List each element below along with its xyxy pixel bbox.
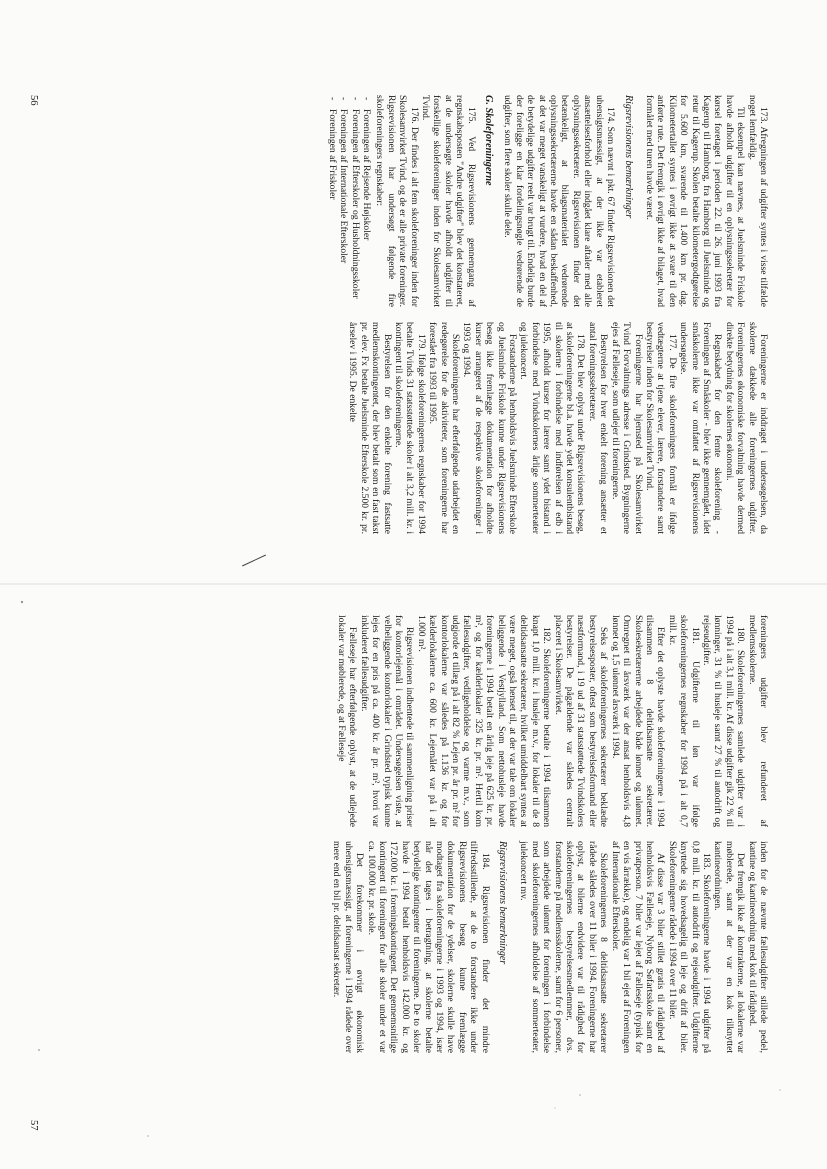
bullet-list [326, 95, 372, 307]
paragraph: 178. Det blev oplyst under Rigsrevisionens besøg, at skoleforeningerne bl.a. havde ydet konsulentbistand til skolerne i forbindelse med indførelsen af edb i 1995, afholdt kurser for lærere samt ydet bistand i forbindelse med Tvindskolernes årlige sommerteater og julekoncert. [518, 322, 587, 534]
paragraph: 174. Som nævnt i pkt. 67 finder Rigsrevisionen det uhensigtsmæssigt, at der ikke var etableret ansættelsesforhold eller indgået klare aftaler med alle oplysningssekretærer. Rigsrevisionen finder det betænkeligt, at bilagsmaterialet vedrørende oplysningssekretærerne havde en sådan beskaffenhed, at det var meget vanskeligt at vurdere, hvad en del af de betydelige udgifter reelt var brugt til. Endelig burde der foreligge en klar fordelingsnøgle vedrørende de udgifter, som flere skoler skulle dele. [502, 95, 617, 307]
right-page-column-2 [331, 841, 769, 1053]
paragraph: Skoleforeningernes 8 deltidsansatte sekretærer rådede således over 11 biler i 1994. Foreningerne har oplyst, at bilerne endvidere var til rådighed for skoleforeningernes bestyrelsesmedlemmer, dvs. forstanderne på medlemsskolerne, samt for 6 personer, som arbejdede ulønnet for foreningen i forbindelse med skoleforeningernes afholdelse af sommerteater, julekoncert mv. [518, 841, 610, 1053]
section-heading: Rigsrevisionens bemærkninger [622, 95, 634, 219]
paragraph: 177. De fire skoleforeningers formål er ifølge vedtægterne at tjene elever, lærere, forstandere samt bestyrelser inden for Skolesamvirket Tvind. [643, 322, 678, 534]
paragraph: 181. Udgifterne til løn var ifølge skoleforeningernes regnskaber for 1994 på i alt 0,7 mill. kr. [666, 615, 701, 827]
paragraph: Rigsrevisionen indhentede til sammenligning priser for kontorlejemål i området. Undersøgelsen viste, at velbeliggende kontorlokaler i Grindsted typisk kunne lejes for en pris på ca. 400 kr. år pr. m², hvori var inkluderet fællesudgifter. [358, 615, 416, 827]
section-heading: G. Skoleforeningerne [483, 95, 495, 186]
paragraph: Fælleseje har efterfølgende oplyst, at de udlejede lokaler var møblerede, og at Fælleseje [335, 615, 359, 827]
page-number-left: 56 [28, 95, 39, 106]
list-item: - Foreningen af Efterskoler og Husholdningsskoler [349, 95, 360, 307]
paragraph: foreningers udgifter blev refunderet af medlemsskolerne. [746, 615, 769, 827]
list-item: - Foreningen af Internationale Efterskoler [338, 95, 349, 307]
paragraph: inden for de nævnte fællesudgifter stillede pedel, kantine og kantineordning med kok til rådighed. [746, 841, 769, 1053]
left-page [0, 0, 827, 584]
paragraph: Foreningerne har hjemsted på Skolesamvirket Tvind Forvaltnings adresse i Grindsted. Bygningerne ejes af Fælleseje, som udlejer til foreningerne. [609, 322, 644, 534]
paragraph: Til eksempel kan nævnes, at Juelsminde Friskole havde afholdt udgifter til en oplysningssekretær for kørsel foretaget i perioden 22. til 26. juni 1993 fra Kagerup til Hamborg, fra Hamborg til Juelsminde og retur til Kagerup. Skolen betalte kilometergodtgørelse for 5.600 km, svarende til 1.400 km pr. dag. Kilometertallet syntes i øvrigt ikke at svare til den anførte rute. Det fremgik i øvrigt ikke af bilaget, hvad formålet med turen havde været. [643, 95, 747, 307]
left-page-column-2 [347, 322, 769, 534]
paragraph: 183. Skoleforeningerne havde i 1994 udgifter på 0,8 mill. kr. til autodrift og rejseudgifter. Udgifterne knyttede sig hovedsagelig til leje og drift af biler. Skoleforeningerne rådede i 1994 over 11 biler. [666, 841, 712, 1053]
right-page [0, 585, 827, 1169]
page-number-right: 57 [28, 1120, 39, 1131]
left-page-column-1 [326, 95, 769, 307]
paragraph: 184. Rigsrevisionen finder det mindre tilfredsstillende, at de to forstandere ikke under Rigsrevisionens besøg kunne fremlægge dokumentation for de ydelser, skolerne skulle have modtaget fra skoleforeningerne i 1993 og 1994, især når det tages i betragtning, at skolerne betalte betydelige kontingenter til foreningerne. De to skoler havde i 1994 betalt henholdsvis 142.000 kr. og 172.000 kr. i foreningskontingent. Det gennemsnitlige kontingent til foreningen for alle skoler under et var ca. 100.000 kr. pr. skole. [365, 841, 491, 1053]
paragraph: Seks af skoleforeningernes sekretærer beklædte bestyrelsesposter, oftest som bestyrelsesformand eller næstformand, i 19 ud af 31 statsstøttede Tvindskolers bestyrelser. De pågældende var således centralt placeret i Skolesamvirket. [552, 615, 610, 827]
paragraph: Det forekommer i øvrigt økonomisk uhensigtsmæssigt, at foreningerne i 1994 rådede over mere end en bil pr. deltidsansat sekretær. [331, 841, 366, 1053]
paragraph: 173. Afregningen af udgifter syntes i visse tilfælde noget lemfældig. [746, 95, 769, 307]
paragraph: Forstanderne på henholdsvis Juelsminde Efterskole og Juelsminde Friskole kunne under Rigsrevisionens besøg ikke fremlægge dokumentation for afholdte kurser arrangeret af de respektive skoleforeninger i 1993 og 1994. [461, 322, 519, 534]
paragraph: Bestyrelsen for den enkelte forening fastsatte medlemskontingentet, der blev betalt som en fast takst pr. elev. Fx betalte Juelsminde Efterskole 2.500 kr. pr. årselev i 1995. De enkelte [347, 322, 393, 534]
paragraph: 175. Ved Rigsrevisionens gennemgang af regnskabsposten "Andre udgifter" blev det konstateret, at de undersøgte skoler havde afholdt udgifter til forskellige skoleforeninger inden for Skolesamvirket Tvind. [420, 95, 477, 307]
paragraph: Bestyrelsen for hver enkelt forening ansætter et antal foreningssekretærer. [586, 322, 610, 534]
paragraph: 179. Ifølge skoleforeningernes regnskaber for 1994 betalte Tvinds 31 statsstøttede skoler i alt 3,2 mill. kr. i kontingent til skoleforeningerne. [393, 322, 427, 534]
paragraph: 180. Skoleforeningernes samlede udgifter var i 1994 på i alt 3,1 mill. kr. Af disse udgifter gik 22 % til lønninger, 31 % til husleje samt 27 % til autodrift og rejseudgifter. [700, 615, 747, 827]
right-page-column-1 [336, 615, 769, 827]
list-item: - Foreningen af Friskoler [326, 95, 337, 307]
section-heading: Rigsrevisionens bemærkninger [497, 841, 509, 965]
paragraph: Foreningerne er inddraget i undersøgelsen, da skolerne dækkede alle foreningernes udgifter. Foreningernes økonomiske forvaltning havde dermed direkte betydning for skolernes økonomi. [723, 322, 769, 534]
paragraph: 176. Der findes i alt fem skoleforeninger inden for Skolesamvirket Tvind, og de er alle private foreninger. Rigsrevisionen har undersøgt følgende fire skoleforeningers regnskaber: [374, 95, 420, 307]
paragraph: Det fremgik ikke af kontrakterne, at lokalerne var møblerede, samt at der var en kok tilknyttet kantineordningen. [712, 841, 747, 1053]
paragraph: Skoleforeningerne har efterfølgende udarbejdet en redegørelse for de aktiviteter, som foreningerne har forestået fra 1993 til 1995. [427, 322, 462, 534]
paragraph: Regnskabet for den femte skoleforening - Foreningen af Småskoler - blev ikke gennemgået, idet småskolerne ikke var omfattet af Rigsrevisionens undersøgelse. [678, 322, 724, 534]
paragraph: Af disse var 3 biler stillet gratis til rådighed af henholdsvis Fælleseje, Nyborg Søfartsskole samt en privatperson. 7 biler var lejet af Fælleseje (typisk for en vis årrække), og endelig var 1 bil ejet af Foreningen af Internationale Efterskoler. [609, 841, 667, 1053]
list-item: - Foreningen af Rejsende Højskoler [361, 95, 372, 307]
paragraph: 182. Skoleforeningerne betalte i 1994 tilsammen knapt 1,0 mill. kr. i husleje m.v., for lokaler til de 8 deltidsansatte sekretærer, hvilket umiddelbart syntes at være meget, også henset til, at der var tale om lokaler beliggende i Vestjylland. Som nettohusleje havde foreningerne i 1994 betalt en årlig leje på 625 kr. pr. m², og for kælderlokaler 325 kr. pr. m². Hertil kom fællesudgifter, vedligeholdelse og varme m.v., som udgjorde et tillæg på i alt 82 % Lejen pr. år pr. m² for kontorlokalerne var således på 1.136 kr. og for kælderlokalerne ca. 600 kr. Lejemålet var på i alt 1.000 m². [415, 615, 553, 827]
paragraph: Efter det oplyste havde skoleforeningerne i 1994 tilsammen 8 deltidsansatte sekretærer. Skolesekretærerne arbejdede både lønnet og ulønnet. Omregnet til årsværk var der ansat henholdsvis 4,8 lønnet og 1,5 ulønnet årsværk i 1994. [609, 615, 667, 827]
